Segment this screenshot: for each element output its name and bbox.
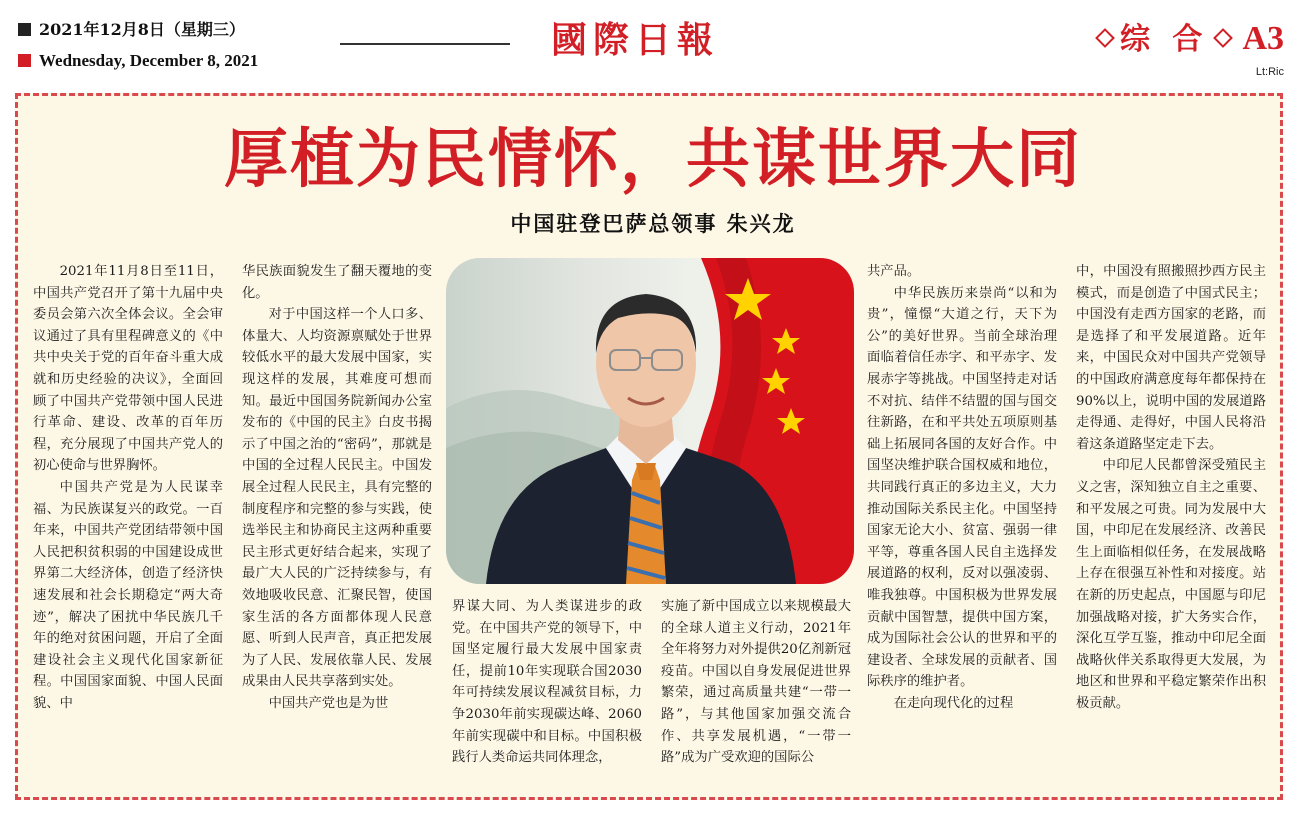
- text-column-4: [661, 596, 851, 769]
- date-chinese-text: 2021年12月8日（星期三）: [39, 20, 245, 39]
- section-label: [1090, 14, 1284, 58]
- paragraph: 中国共产党也是为世: [268, 695, 389, 711]
- square-icon: [18, 23, 31, 36]
- diamond-icon: [1095, 28, 1115, 48]
- paragraph: 中国共产党是为人民谋幸福、为民族谋复兴的政党。一百年来，中国共产党团结带领中国人民把积贫积弱的中国建设成世界第二大经济体，创造了经济快速发展和社会长期稳定“两大奇迹”，解决了困扰中华民族几千年的绝对贫困问题，开启了全面建设社会主义现代化国家新征程。中国国家面貌、中国人民面貌、中: [33, 479, 223, 711]
- text-column-3: [452, 596, 642, 769]
- portrait-illustration: [446, 258, 854, 584]
- paragraph: 中印尼人民都曾深受殖民主义之害，深知独立自主之重要、和平发展之可贵。同为发展中大国，中印尼在发展经济、改善民生上面临相似任务，在发展战略上存在很强互补性和对接度。站在新的历史起点，中国愿与印尼加强战略对接，扩大务实合作，深化互学互鉴，推动中印尼全面战略伙伴关系取得更大发展，为地区和世界和平稳定繁荣作出积极贡献。: [1076, 458, 1266, 711]
- text-column-5: [867, 261, 1057, 714]
- paragraph: 界谋大同、为人类谋进步的政党。在中国共产党的领导下，中国坚定履行最大发展中国家责任，提前10年实现联合国2030年可持续发展议程减贫目标，力争2030年前实现碳达峰、2060年前实现碳中和目标。中国积极践行人类命运共同体理念，: [452, 599, 642, 766]
- paragraph: 对于中国这样一个人口多、体量大、人均资源禀赋处于世界较低水平的最大发展中国家，实现这样的发展，其难度可想而知。最近中国国务院新闻办公室发布的《中国的民主》白皮书揭示了中国之治的“密码”，那就是中国的全过程人民民主。中国发展全过程人民民主，具有完整的制度程序和完整的参与实践，使选举民主和协商民主这两种重要民主形式更好结合起来，实现了最广大人民的广泛持续参与，有效地吸收民意、汇聚民智，使国家生活的各方面都体现人民意愿、听到人民声音，真正把发展为了人民、发展依靠人民、发展成果由人民共享落到实处。: [242, 307, 432, 690]
- page-number: A3: [1242, 20, 1284, 57]
- paragraph: 共产品。: [867, 264, 921, 279]
- masthead-divider: [340, 43, 510, 45]
- headline: 厚植为民情怀，共谋世界大同: [224, 123, 1082, 197]
- paragraph: 实施了新中国成立以来规模最大的全球人道主义行动，2021年全年将努力对外提供20亿剂新冠疫苗。中国以自身发展促进世界繁荣，通过高质量共建“一带一路”，与其他国家加强交流合作、共享发展机遇，“一带一路”成为广受欢迎的国际公: [661, 599, 851, 766]
- diamond-icon: [1214, 28, 1234, 48]
- paragraph: 中华民族历来崇尚“以和为贵”，憧憬“大道之行，天下为公”的美好世界。当前全球治理面临着信任赤字、和平赤字、发展赤字等挑战。中国坚持走对话不对抗、结伴不结盟的国与国交往新路，在和平共处五项原则基础上拓展同各国的友好合作。中国坚决维护联合国权威和地位，共同践行真正的多边主义，大力推动国际关系民主化。中国坚持国家无论大小、贫富、强弱一律平等，尊重各国人民自主选择发展道路的权利，反对以强凌弱、唯我独尊。中国积极为世界发展贡献中国智慧，提供中国方案，成为国际社会公认的世界和平的建设者、全球发展的贡献者、国际秩序的维护者。: [867, 285, 1057, 690]
- section-name: 综 合: [1119, 22, 1209, 57]
- layout-code: Lt:Ric: [1255, 66, 1284, 78]
- text-column-2: [242, 261, 432, 714]
- newspaper-name: 國際日報: [551, 19, 720, 61]
- paragraph: 在走向现代化的过程: [893, 695, 1014, 711]
- text-column-1: [33, 261, 223, 714]
- portrait-photo: [446, 258, 854, 584]
- square-icon: [18, 54, 31, 67]
- paragraph: 2021年11月8日至11日，中国共产党召开了第十九届中央委员会第六次全体会议。全会审议通过了具有里程碑意义的《中共中央关于党的百年奋斗重大成就和历史经验的决议》，全面回顾了中国共产党带领中国人民进行革命、建设、改革的百年历程，充分展现了中国共产党人的初心使命与世界胸怀。: [33, 264, 223, 474]
- date-english: [18, 51, 258, 71]
- date-chinese: [18, 17, 245, 40]
- date-english-text: Wednesday, December 8, 2021: [39, 51, 259, 70]
- byline: 中国驻登巴萨总领事 朱兴龙: [510, 212, 796, 236]
- paragraph: 中，中国没有照搬照抄西方民主模式，而是创造了中国式民主；中国没有走西方国家的老路，而是选择了和平发展道路。近年来，中国民众对中国共产党领导的中国政府满意度每年都保持在90%以上，说明中国的发展道路走得通、走得好，中国人民将沿着这条道路坚定走下去。: [1076, 264, 1266, 452]
- paragraph: 华民族面貌发生了翻天覆地的变化。: [242, 264, 432, 301]
- text-column-6: [1076, 261, 1266, 714]
